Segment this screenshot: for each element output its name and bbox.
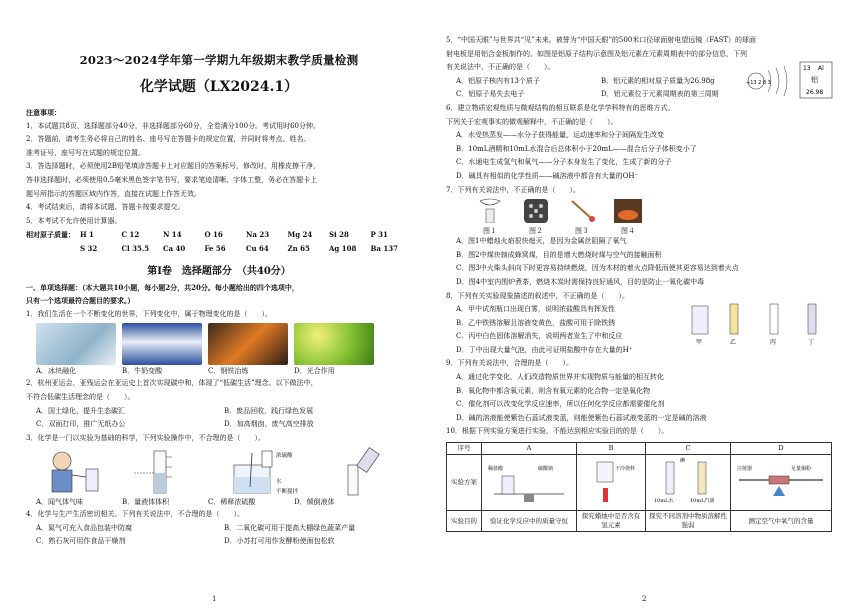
q7-fig-3: 图３ bbox=[566, 197, 598, 235]
q2-option-a: A．国土绿化，提升生态碳汇 bbox=[36, 406, 126, 415]
leaf-image bbox=[294, 323, 374, 365]
page-number-2: 2 bbox=[642, 595, 647, 603]
q7-fig-2: 图２ bbox=[520, 197, 552, 235]
question-10: 10．根据下列实验方案进行实验，不能达到相应实验目的的是（ ）。 bbox=[446, 427, 669, 436]
ice-image bbox=[36, 323, 116, 365]
q1-options bbox=[36, 366, 412, 377]
table-row: 序号 A B C D bbox=[447, 443, 832, 455]
q1-option-b: B．牛奶变酸 bbox=[122, 367, 163, 376]
question-9: 9．下列有关说法中，合理的是（ ）。 bbox=[446, 359, 573, 368]
steel-image bbox=[208, 323, 288, 365]
q6-option-c: C．水通电生成氢气和氧气——分子本身发生了变化，生成了新的分子 bbox=[456, 158, 672, 167]
notice-3: 3．答选择题时，必须使用2B铅笔填涂答题卡上对应题目的答案标号，修改时，用橡皮擦干净， bbox=[26, 162, 321, 171]
question-6b: 下列关于宏观事实的微观解释中，不正确的是（ ）。 bbox=[446, 117, 618, 126]
page-number-1: 1 bbox=[212, 595, 217, 603]
question-5c: 有关说法中，不正确的是（ ）。 bbox=[446, 63, 555, 72]
q2-options-row2 bbox=[26, 418, 412, 432]
q4-options-row1 bbox=[26, 522, 412, 536]
plan-b bbox=[577, 455, 646, 511]
q4-option-b: B．二氧化碳可用于提高大棚绿色蔬菜产量 bbox=[224, 523, 356, 532]
q1-option-c: C．钢铁冶炼 bbox=[208, 367, 249, 376]
pour-liquid-sketch bbox=[318, 447, 404, 497]
q8-apparatus bbox=[686, 298, 836, 346]
notice-2: 2．答题前，请考生务必将自己的姓名、座号写在答题卡的规定位置，并同时将考点、姓名、 bbox=[26, 135, 311, 144]
svg-text:10mL水: 10mL水 bbox=[654, 498, 674, 505]
balance-sketch bbox=[484, 456, 574, 506]
question-2b: 不符合低碳生活理念的是（ ）。 bbox=[26, 392, 135, 401]
q2-option-c: C．双面打印，推广无纸办公 bbox=[36, 420, 126, 429]
q1-option-d: D．光合作用 bbox=[294, 367, 335, 376]
svg-text:注射器: 注射器 bbox=[737, 466, 753, 473]
label-stir: 不断搅拌 bbox=[276, 489, 299, 496]
q3-options bbox=[36, 497, 412, 508]
table-row: 实验目的 验证化学反应中的质量守恒 探究蜡烛中是否含有氢元素 探究不同溶剂中物质溶解性强弱 测定空气中氧气的含量 bbox=[447, 511, 832, 532]
q3-option-d: D．倾倒液体 bbox=[294, 498, 335, 507]
tea-stove-sketch bbox=[612, 197, 644, 223]
aluminum-atom-diagram bbox=[744, 60, 836, 102]
q5-options-row2 bbox=[446, 88, 746, 102]
q1-images bbox=[36, 323, 412, 365]
notice-heading: 注意事项： bbox=[26, 108, 61, 117]
notice-5: 5．本考试不允许使用计算器。 bbox=[26, 216, 122, 225]
atomic-mass: 26.98 bbox=[806, 89, 824, 96]
exam-subtitle: 化学试题（LX2024.1） bbox=[139, 79, 299, 95]
q2-option-d: D．加高烟囱，废气高空排放 bbox=[224, 420, 314, 429]
q4-option-c: C．熟石灰可用作食品干燥剂 bbox=[36, 537, 126, 546]
svg-text:干冷烧杯: 干冷烧杯 bbox=[615, 466, 636, 473]
part-heading-2: 只有一个选项最符合题目的要求。） bbox=[26, 296, 135, 306]
notice-4: 4．考试结束后，请将本试题、答题卡按要求提交。 bbox=[26, 203, 185, 212]
table-row: 实验方案 稀盐酸 碳酸钠 干冷烧杯 碘 10mL水 10mL汽油 注射器 足量铜粉 bbox=[447, 455, 832, 511]
label-jia: 甲 bbox=[696, 338, 703, 346]
honeycomb-coal-sketch bbox=[520, 197, 552, 223]
label-ding: 丁 bbox=[808, 338, 815, 346]
q4-options-row2 bbox=[26, 535, 412, 549]
q9-option-b: B．氧化物中都含氧元素，则含有氧元素的化合物一定是氧化物 bbox=[456, 386, 651, 395]
q2-options-row1 bbox=[26, 405, 412, 419]
q10-table bbox=[446, 442, 832, 532]
question-3: 3．化学是一门以实验为基础的科学，下列实验操作中，不合理的是（ ）。 bbox=[26, 433, 265, 442]
q8-block bbox=[446, 290, 838, 358]
right-page bbox=[430, 0, 860, 609]
plan-c bbox=[646, 455, 731, 511]
copper-oxygen-sketch bbox=[733, 456, 829, 506]
q4-option-a: A．氮气可充入食品包装中防腐 bbox=[36, 523, 133, 532]
question-5b: 射电板是用铝合金板制作的。如图是铝原子结构示意图及铝元素在元素周期表中的部分信息，下列 bbox=[446, 49, 747, 58]
q3-sketches bbox=[34, 447, 412, 497]
notice-3b: 答非选择题时，必须使用0.5毫米黑色签字笔书写，要求笔迹清晰、字体工整，务必在答题卡上 bbox=[26, 175, 318, 184]
svg-text:碳酸钠: 碳酸钠 bbox=[538, 466, 554, 473]
q7-fig-1: 图１ bbox=[474, 197, 506, 235]
candle-wire-sketch bbox=[474, 197, 506, 223]
label-yi: 乙 bbox=[730, 338, 737, 346]
q9-option-c: C．催化剂可以改变化学反应速率，所以任何化学反应都需要催化剂 bbox=[456, 400, 665, 409]
q3-option-c: C．稀释浓硫酸 bbox=[208, 498, 256, 507]
q7-fig-4: 图４ bbox=[612, 197, 644, 235]
q3-option-b: B．量液体体积 bbox=[122, 498, 170, 507]
atomic-number: 13 bbox=[803, 65, 811, 72]
svg-text:稀盐酸: 稀盐酸 bbox=[488, 466, 504, 473]
notice-3c: 题号所指示的答题区域内作答，直接在试题上作答无效。 bbox=[26, 189, 201, 198]
label-bing: 丙 bbox=[770, 338, 777, 346]
q5-option-d: D．铝元素位于元素周期表的第三周期 bbox=[601, 90, 719, 99]
q1-option-a: A．冰块融化 bbox=[36, 367, 77, 376]
label-conc-acid: 浓硫酸 bbox=[276, 453, 293, 460]
svg-text:足量铜粉: 足量铜粉 bbox=[791, 466, 812, 473]
atomic-mass-row-1: 相对原子质量： H 1 C 12 N 14 O 16 Na 23 Mg 24 Si 28 P 31 bbox=[26, 228, 412, 242]
q3-option-a: A．闻气体气味 bbox=[36, 498, 84, 507]
element-name: 铝 bbox=[811, 76, 818, 84]
notice-1: 1．本试题共8页，选择题部分40分，非选择题部分60分，全卷满分100分。考试用时60分钟。 bbox=[26, 121, 320, 130]
q6-option-b: B．10mL酒精和10mL水混合后总体积小于20mL——混合后分子体积变小了 bbox=[456, 144, 697, 153]
match-sketch bbox=[566, 197, 598, 223]
q5-option-c: C．铝原子易失去电子 bbox=[456, 90, 525, 99]
q9-option-a: A．通过化学变化，人们改造物质世界并实现物质与能量的相互转化 bbox=[456, 373, 665, 382]
milk-image bbox=[122, 323, 202, 365]
exam-title: 2023～2024学年第一学期九年级期末教学质量检测 bbox=[79, 53, 359, 67]
question-6: 6．建立物质宏观性质与微观结构的相互联系是化学学科特有的思维方式。 bbox=[446, 103, 675, 112]
plan-a bbox=[482, 455, 577, 511]
notice-2b: 准考证号、座号写在试题的规定位置。 bbox=[26, 148, 145, 157]
q7-option-d: D．图4中室内围炉煮茶，燃烧木炭时需保持良好通风，目的是防止一氧化碳中毒 bbox=[456, 277, 705, 286]
smell-gas-sketch bbox=[34, 447, 120, 497]
question-5: 5．“中国天眼”与世界共“见”未来。被誉为“中国天眼”的500米口径球面射电望远镜（FAST）的球面 bbox=[446, 36, 757, 44]
q5-options-row1 bbox=[446, 75, 746, 89]
candle-beaker-sketch bbox=[579, 456, 643, 506]
question-4: 4．化学与生产生活密切相关。下列有关说法中，不合理的是（ ）。 bbox=[26, 510, 244, 519]
question-7: 7．下列有关说法中，不正确的是（ ）。 bbox=[446, 185, 580, 194]
q8-option-a: A．甲中试剂瓶口出现白雾，说明浓盐酸具有挥发性 bbox=[456, 305, 616, 314]
q6-option-a: A．水受热蒸发——水分子获得能量，运动速率和分子间隔发生改变 bbox=[456, 131, 665, 140]
dilute-acid-sketch bbox=[214, 447, 314, 497]
question-8: 8．下列有关实验现象描述的叙述中，不正确的是（ ）。 bbox=[446, 291, 629, 300]
q8-option-b: B．乙中铁锈溶解且溶液变黄色，盐酸可用于除铁锈 bbox=[456, 318, 616, 327]
question-2: 2．杭州亚运会、亚残运会在亚运史上首次实现碳中和，体现了“低碳生活”理念。以下做法中， bbox=[26, 379, 318, 388]
q5-option-a: A．铝原子核内有13个质子 bbox=[456, 76, 540, 85]
question-1: 1．我们生活在一个不断变化的世界，下列变化中，属于物理变化的是（ ）。 bbox=[26, 309, 272, 318]
measure-liquid-sketch bbox=[124, 447, 210, 497]
atom-shells: +13 2 8 3 bbox=[746, 80, 771, 86]
solubility-tubes-sketch bbox=[648, 456, 728, 506]
q4-option-d: D．小苏打可用作发酵粉使面包松软 bbox=[224, 537, 335, 546]
section-heading: 第Ⅰ卷 选择题部分 （共40分） bbox=[147, 265, 291, 277]
svg-text:10mL汽油: 10mL汽油 bbox=[690, 498, 715, 505]
plan-d bbox=[731, 455, 832, 511]
q7-figures bbox=[474, 197, 838, 235]
q7-option-c: C．图3中火柴头斜向下时更容易持续燃烧，因为木材的着火点降低而使其更容易达到着火点 bbox=[456, 264, 739, 273]
q7-option-b: B．图2中煤块制成蜂窝煤，目的是增大燃烧时煤与空气的接触面积 bbox=[456, 250, 662, 259]
q7-option-a: A．图1中蜡烛火焰很快熄灭，是因为金属丝阻隔了氧气 bbox=[456, 237, 627, 246]
part-heading: 一、单项选择题：（本大题共10小题，每小题2分，共20分。每小题给出的四个选项中， bbox=[26, 282, 299, 292]
atomic-mass-row-2: S 32 Cl 35.5 Ca 40 Fe 56 Cu 64 Zn 65 Ag 108 Ba 137 bbox=[79, 243, 398, 253]
label-water: 水 bbox=[276, 479, 282, 486]
q6-option-d: D．碱具有相似的化学性质——碱溶液中都含有大量的OH⁻ bbox=[456, 171, 639, 180]
q9-option-d: D．碱的溶液能使紫色石蕊试液变蓝，则能使紫色石蕊试液变蓝的一定是碱的溶液 bbox=[456, 413, 707, 422]
atomic-mass-label: 相对原子质量： bbox=[26, 230, 75, 240]
q8-option-c: C．丙中白色固体溶解消失，说明两者发生了中和反应 bbox=[456, 332, 623, 341]
svg-text:碘: 碘 bbox=[680, 458, 686, 465]
q8-option-d: D．丁中出现大量气泡，由此可证明盐酸中存在大量的H⁺ bbox=[456, 345, 633, 354]
q2-option-b: B．废品回收，践行绿色发展 bbox=[224, 406, 314, 415]
q5-option-b: B．铝元素的相对原子质量为26.98g bbox=[601, 76, 715, 85]
element-symbol: Al bbox=[818, 65, 824, 72]
